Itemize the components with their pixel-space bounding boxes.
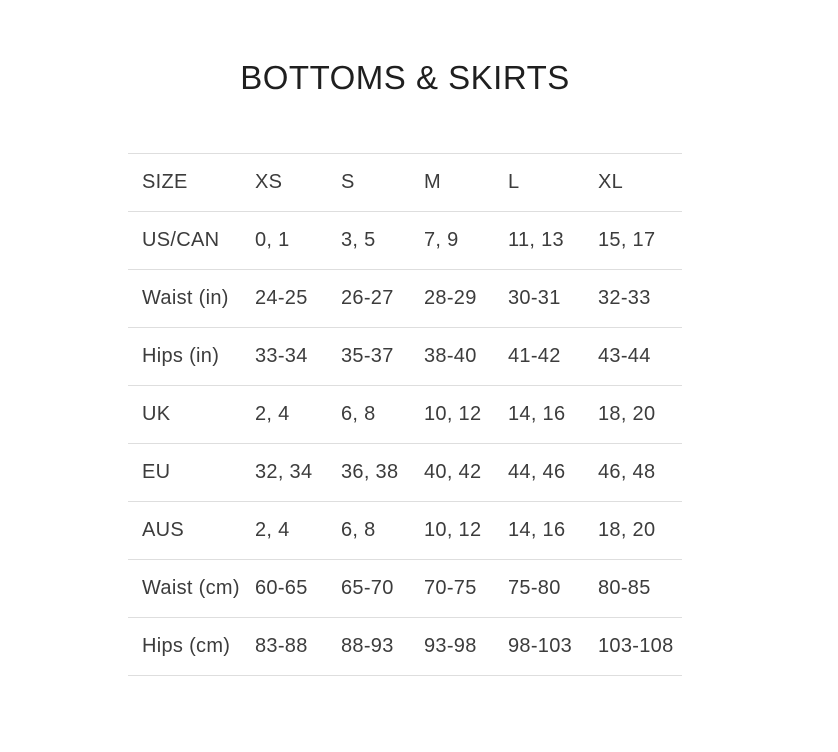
size-value-cell: 18, 20 xyxy=(598,519,656,541)
header-cell-xl: XL xyxy=(598,171,624,193)
size-value-cell: 70-75 xyxy=(424,577,477,599)
row-label: Waist (cm) xyxy=(142,577,240,599)
size-value-cell: 75-80 xyxy=(508,577,561,599)
size-value-cell: 0, 1 xyxy=(255,229,290,251)
header-cell-m: M xyxy=(424,171,441,193)
size-value-cell: 98-103 xyxy=(508,635,573,657)
size-value-cell: 14, 16 xyxy=(508,403,566,425)
row-label: Hips (cm) xyxy=(142,635,231,657)
row-label: Hips (in) xyxy=(142,345,220,367)
table-row-hips-in xyxy=(128,328,682,386)
row-label: EU xyxy=(142,461,171,483)
table-row-hips-cm xyxy=(128,618,682,676)
row-label: Waist (in) xyxy=(142,287,229,309)
size-value-cell: 6, 8 xyxy=(341,519,376,541)
table-row-eu xyxy=(128,444,682,502)
header-cell-l: L xyxy=(508,171,520,193)
size-value-cell: 35-37 xyxy=(341,345,394,367)
table-row-us-can xyxy=(128,212,682,270)
size-value-cell: 43-44 xyxy=(598,345,651,367)
row-label: UK xyxy=(142,403,171,425)
size-value-cell: 2, 4 xyxy=(255,519,290,541)
size-value-cell: 26-27 xyxy=(341,287,394,309)
size-value-cell: 3, 5 xyxy=(341,229,376,251)
size-value-cell: 40, 42 xyxy=(424,461,482,483)
size-value-cell: 103-108 xyxy=(598,635,674,657)
size-value-cell: 38-40 xyxy=(424,345,477,367)
size-value-cell: 32-33 xyxy=(598,287,651,309)
size-value-cell: 10, 12 xyxy=(424,403,482,425)
header-cell-xs: XS xyxy=(255,171,283,193)
size-value-cell: 65-70 xyxy=(341,577,394,599)
table-row-aus xyxy=(128,502,682,560)
size-value-cell: 14, 16 xyxy=(508,519,566,541)
header-row xyxy=(128,154,682,212)
size-value-cell: 46, 48 xyxy=(598,461,656,483)
table-row-waist-cm xyxy=(128,560,682,618)
size-value-cell: 2, 4 xyxy=(255,403,290,425)
page-title: BOTTOMS & SKIRTS xyxy=(240,59,570,96)
size-value-cell: 30-31 xyxy=(508,287,561,309)
size-value-cell: 24-25 xyxy=(255,287,308,309)
size-value-cell: 6, 8 xyxy=(341,403,376,425)
size-chart-table xyxy=(128,153,682,676)
size-value-cell: 60-65 xyxy=(255,577,308,599)
size-value-cell: 32, 34 xyxy=(255,461,313,483)
row-label: AUS xyxy=(142,519,185,541)
size-value-cell: 7, 9 xyxy=(424,229,459,251)
table-row-uk xyxy=(128,386,682,444)
size-value-cell: 28-29 xyxy=(424,287,477,309)
size-value-cell: 36, 38 xyxy=(341,461,399,483)
size-value-cell: 44, 46 xyxy=(508,461,566,483)
size-value-cell: 41-42 xyxy=(508,345,561,367)
row-label: US/CAN xyxy=(142,229,220,251)
size-value-cell: 33-34 xyxy=(255,345,308,367)
size-value-cell: 88-93 xyxy=(341,635,394,657)
header-cell-s: S xyxy=(341,171,355,193)
size-value-cell: 10, 12 xyxy=(424,519,482,541)
size-value-cell: 83-88 xyxy=(255,635,308,657)
header-cell-size: SIZE xyxy=(142,171,188,193)
size-value-cell: 80-85 xyxy=(598,577,651,599)
size-value-cell: 93-98 xyxy=(424,635,477,657)
table-row-waist-in xyxy=(128,270,682,328)
size-value-cell: 15, 17 xyxy=(598,229,656,251)
size-value-cell: 18, 20 xyxy=(598,403,656,425)
size-value-cell: 11, 13 xyxy=(508,229,564,251)
size-guide-page xyxy=(128,0,682,676)
